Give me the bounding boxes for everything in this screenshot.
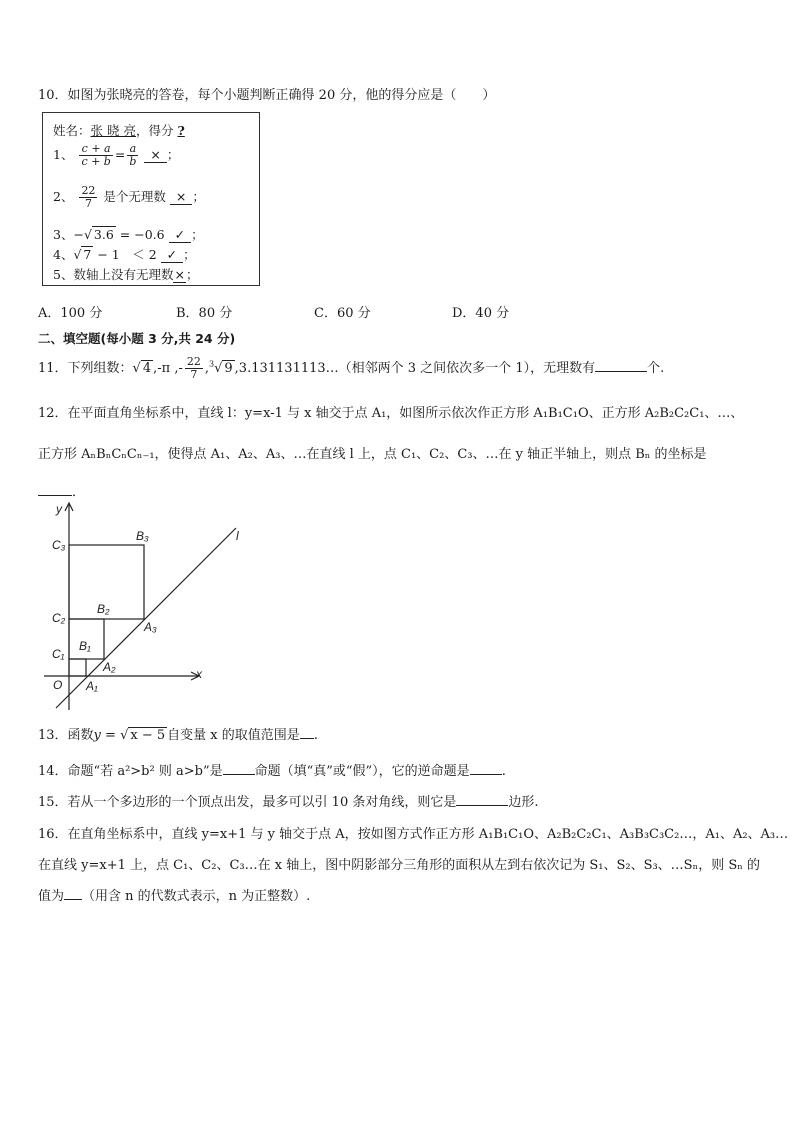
item-5-mark: × — [174, 267, 185, 282]
q15-end: 边形. — [508, 795, 539, 810]
label-a3: A₃ — [144, 620, 157, 634]
name-label: 姓名： — [53, 123, 91, 138]
item-5 — [53, 265, 198, 283]
item-3-text: = −0.6 — [119, 227, 165, 242]
q11: 11．下列组数：√ 4 ,-π ,- $\frac{22}{7}$ ,$^3$√ 9 ,3.131131113…（相邻两个 3 之间依次多一个 1），无理数有 个. — [38, 355, 665, 381]
label-a1: A₁ — [86, 679, 98, 693]
item-2-den: 7 — [84, 197, 92, 210]
label-b1: B₁ — [79, 639, 91, 653]
item-1-semicolon: ； — [166, 147, 180, 162]
item-1-frac-left — [79, 143, 112, 168]
item-4-prefix: 4、 — [53, 247, 74, 262]
item-4-radicand: 7 — [83, 247, 92, 262]
item-2-mark: × — [170, 189, 192, 205]
label-b3: B₃ — [136, 529, 149, 543]
label-c2: C₂ — [52, 611, 66, 625]
section-heading: 二、填空题(每小题 3 分,共 24 分) — [38, 331, 236, 346]
q11-suffix: ,3.131131113…（相邻两个 3 之间依次多一个 1），无理数有 — [234, 361, 596, 376]
q13-radicand: x − 5 — [130, 728, 166, 743]
q15 — [38, 791, 539, 810]
option-d: D．40 分 — [452, 306, 510, 321]
q14-blank-2[interactable] — [470, 762, 502, 775]
item-4-mark: ✓ — [161, 247, 183, 263]
option-a: A．100 分 — [38, 306, 103, 321]
item-2-frac — [79, 185, 97, 210]
item-1-mark: × — [144, 147, 166, 163]
item-3: 3、−√ 3.6 = −0.6 ✓ ； — [53, 227, 204, 242]
option-c: C．60 分 — [314, 306, 371, 321]
item-1-eq: = — [114, 147, 126, 162]
q16-blank[interactable] — [64, 887, 82, 900]
q11-frac-den: 7 — [190, 368, 198, 381]
label-c3: C₃ — [52, 538, 66, 552]
q11-cbrt-index: 3 — [209, 359, 215, 369]
score-label: ，得分 — [135, 123, 178, 138]
student-name: 张 晓 亮 — [90, 123, 136, 138]
score-value: ? — [177, 123, 185, 138]
item-5-semicolon: ； — [185, 267, 199, 282]
q13-suffix: 自变量 x 的取值范围是 — [167, 728, 300, 743]
q11-prefix: 11．下列组数： — [38, 361, 133, 376]
q16-line3b: （用含 n 的代数式表示，n 为正整数）. — [82, 889, 311, 904]
q16-line3a: 值为 — [38, 889, 65, 904]
q11-frac-num: 22 — [186, 355, 201, 368]
item-1-den2: b — [129, 155, 137, 168]
item-4: 4、√ 7 − 1 ＜ 2 ✓ ； — [53, 247, 196, 262]
item-4-semicolon: ； — [183, 247, 196, 262]
item-5-text: 5、数轴上没有无理数 — [53, 267, 174, 282]
q11-end: 个. — [647, 361, 665, 376]
label-o: O — [53, 678, 63, 692]
item-2-semicolon: ； — [192, 189, 205, 204]
label-x: x — [196, 667, 202, 681]
q11-sqrt4: 4 — [142, 361, 152, 376]
q16-line1: 16．在直角坐标系中，直线 y=x+1 与 y 轴交于点 A，按如图方式作正方形 A₁B₁C₁O、A₂B₂C₂C₁、A₃B₃C₃C₂…，A₁、A₂、A₃… — [38, 827, 789, 842]
item-1-num: c + a — [79, 143, 112, 156]
q12-blank[interactable] — [38, 483, 72, 496]
item-2-prefix: 2、 — [53, 189, 74, 204]
name-line — [53, 121, 185, 139]
q13: 13．函数y = √ x − 5 自变量 x 的取值范围是 . — [38, 728, 318, 743]
item-3-mark: ✓ — [169, 227, 191, 243]
q13-func: y = — [93, 728, 121, 743]
line-l — [56, 528, 236, 708]
label-a2: A₂ — [103, 660, 116, 674]
q10-text: 10．如图为张晓亮的答卷，每个小题判断正确得 20 分，他的得分应是（ ） — [38, 88, 496, 103]
q13-prefix: 13．函数 — [38, 728, 94, 743]
q13-end: . — [313, 728, 318, 743]
q16-line3 — [38, 885, 310, 904]
label-b2: B₂ — [97, 602, 110, 616]
q11-cbrt-rad: 9 — [224, 361, 233, 376]
item-4-text: − 1 ＜ 2 — [97, 247, 157, 262]
item-1-den: c + b — [81, 155, 111, 168]
item-2 — [53, 185, 205, 210]
q16-line2: 在直线 y=x+1 上，点 C₁、C₂、C₃…在 x 轴上，图中阴影部分三角形的面积从左到右依次记为 S₁、S₂、S₃、…Sₙ，则 Sₙ 的 — [38, 858, 761, 873]
item-2-num: 22 — [81, 184, 96, 197]
answer-sheet-box — [42, 112, 260, 286]
item-1 — [53, 143, 179, 168]
q12-end: ． — [72, 485, 86, 500]
q14 — [38, 760, 506, 779]
item-3-radicand: 3.6 — [93, 227, 114, 242]
q14-text1: 14．命题“若 a²>b² 则 a>b”是 — [38, 764, 223, 779]
item-1-prefix: 1、 — [53, 147, 74, 162]
q11-mid: ,-π ,- — [153, 361, 183, 376]
square-1 — [69, 659, 86, 676]
q10-options — [38, 302, 509, 321]
q14-text2: 命题（填“真”或“假”），它的逆命题是 — [254, 764, 470, 779]
label-l: l — [236, 529, 239, 543]
label-y: y — [56, 502, 62, 516]
item-1-frac-right — [127, 143, 138, 168]
item-2-text: 是个无理数 — [103, 189, 166, 204]
q12-line1: 12．在平面直角坐标系中，直线 l：y=x-1 与 x 轴交于点 A₁，如图所示依次作正方形 A₁B₁C₁O、正方形 A₂B₂C₂C₁、…、 — [38, 406, 744, 421]
q14-blank-1[interactable] — [223, 762, 255, 775]
q13-blank[interactable] — [300, 726, 314, 739]
item-3-prefix: 3、− — [53, 227, 84, 242]
q11-blank[interactable] — [595, 359, 647, 372]
coordinate-figure — [36, 498, 256, 710]
q11-frac — [185, 356, 203, 381]
q12-line2: 正方形 AₙBₙCₙCₙ₋₁，使得点 A₁、A₂、A₃、…在直线 l 上，点 C₁、C₂、C₃、…在 y 轴正半轴上，则点 Bₙ 的坐标是 — [38, 447, 707, 462]
q15-text: 15．若从一个多边形的一个顶点出发，最多可以引 10 条对角线，则它是 — [38, 795, 457, 810]
option-b: B．80 分 — [176, 306, 233, 321]
q15-blank[interactable] — [456, 793, 508, 806]
label-c1: C₁ — [52, 647, 65, 661]
item-3-semicolon: ； — [191, 227, 204, 242]
item-1-num2: a — [127, 143, 138, 156]
q14-end: . — [501, 764, 506, 779]
